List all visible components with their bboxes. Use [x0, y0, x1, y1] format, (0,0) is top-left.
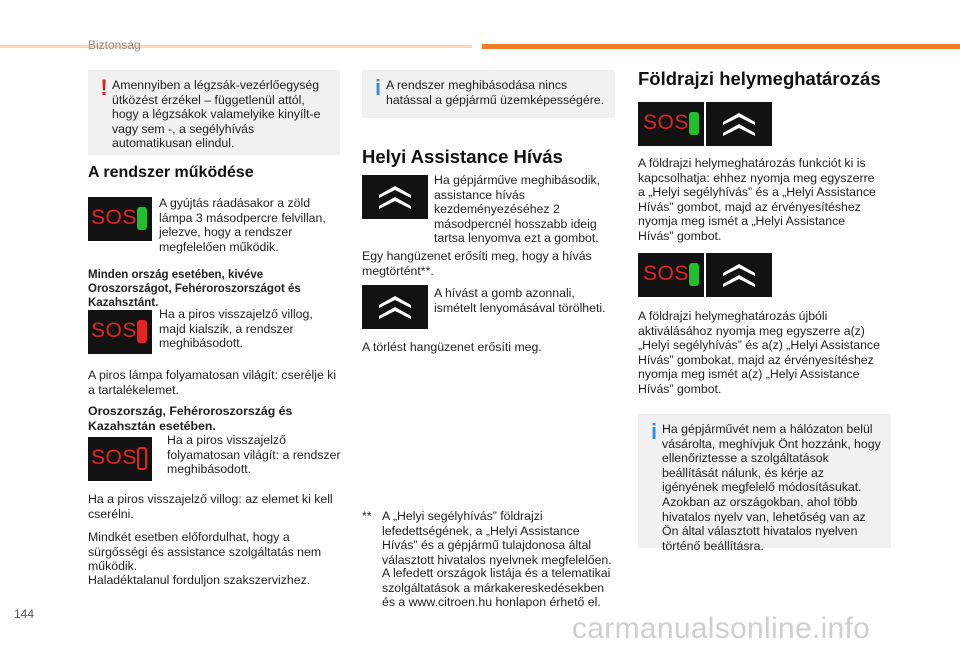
citroen-chevron-icon: [375, 182, 415, 212]
airbag-note-box: [88, 70, 340, 155]
footnote-text: A „Helyi segélyhívás” földrajzi lefedettségének, a „Helyi Assistance Hívás” és a gépjármű tulajdonosa által választott hivatalos nyelvnek megfelelően.: [382, 509, 612, 567]
assistance-button-panel: [362, 175, 428, 219]
citroen-chevron-icon: [719, 260, 759, 290]
red-outline-lamp-icon: [137, 447, 147, 470]
geo-disable-panel: [638, 102, 772, 146]
info-icon: i: [650, 419, 658, 444]
sos-label: SOS: [91, 446, 137, 469]
footnote-text-2: A lefedett országok listája és a telematikai szolgáltatások a márkakereskedésekben és a www.citroen.hu honlapon érhető el.: [382, 566, 611, 610]
page-number: 144: [14, 607, 35, 621]
countries-heading: Minden ország esetében, kivéve Oroszországot, Fehéroroszországot és Kazahsztánt.: [88, 269, 301, 309]
sos-red-blink-panel: [88, 310, 152, 354]
sos-green-lamp-panel: [88, 197, 152, 241]
red-blink-text: Ha a piros visszajelző villog, majd kialszik, a rendszer meghibásodott.: [159, 307, 313, 351]
warning-icon: !: [100, 75, 108, 100]
network-note-box: [638, 414, 891, 553]
assistance-confirm-text: Egy hangüzenet erősíti meg, hogy a hívás megtörtént**.: [362, 249, 592, 278]
panel-divider: [704, 253, 706, 297]
citroen-chevron-icon: [719, 109, 759, 139]
airbag-note-text: Amennyiben a légzsák-vezérlőegység ütközést érzékel – függetlenül attól, hogy a légzsákok valamelyike kinyílt-e vagy sem -, a segélyhívás automatikusan elindul.: [112, 78, 321, 151]
russia-blink-text: Ha a piros visszajelző villog: az elemet ki kell cserélni.: [88, 492, 333, 521]
watermark-text: carmanualsonline.info: [572, 612, 871, 645]
info-icon: i: [374, 75, 382, 100]
header-accent-bar: [482, 44, 960, 49]
russia-heading: Oroszország, Fehéroroszország és Kazahsztán esetében.: [88, 404, 293, 433]
assistance-cancel-text: A hívást a gomb azonnali, ismételt lenyomásával törölheti.: [434, 286, 606, 315]
sos-label: SOS: [643, 262, 689, 285]
panel-divider: [704, 102, 706, 146]
sos-label: SOS: [91, 319, 137, 342]
russia-steady-text: Ha a piros visszajelző folyamatosan világít: a rendszer meghibásodott.: [167, 433, 341, 477]
sos-red-outline-panel: [88, 437, 152, 481]
network-note-text: Ha gépjárművét nem a hálózaton belül vásárolta, meghívjuk Önt hozzánk, hogy ellenőriztesse a szolgáltatások beállítását nálunk, és kérje az igényének megfelelő módosításukat. Azokban az országokban, ahol több hivatalos nyelv van, lehetőség van az Ön által választott hivatalos nyelven történő beállításra.: [662, 422, 881, 553]
assistance-press-text: Ha gépjárműve meghibásodik, assistance hívás kezdeményezéséhez 2 másodpercnél hosszabb ideig tartsa lenyomva ezt a gombot.: [434, 173, 601, 246]
footnote-marker: **: [362, 509, 372, 523]
assistance-cancel-panel: [362, 285, 428, 329]
cancel-confirm-text: A törlést hangüzenet erősíti meg.: [362, 340, 542, 354]
geolocation-heading: Földrajzi helymeghatározás: [638, 68, 881, 89]
red-lamp-icon: [137, 320, 147, 343]
system-operation-heading: A rendszer működése: [88, 164, 254, 181]
green-lamp-icon: [137, 207, 147, 230]
section-title: Biztonság: [88, 38, 141, 52]
geo-enable-text: A földrajzi helymeghatározás újbóli aktiválásához nyomja meg egyszerre a(z) „Helyi segélyhívás” és a(z) „Helyi Assistance Hívás” gombokat, majd az érvényesítéshez nyomja meg ismét a(z) „Helyi Assistance Hívás” gombot.: [638, 309, 880, 396]
green-lamp-icon: [689, 112, 699, 135]
citroen-chevron-icon: [375, 292, 415, 322]
final-text-2: Haladéktalanul forduljon szakszervizhez.: [88, 573, 311, 587]
assistance-call-heading: Helyi Assistance Hívás: [362, 146, 563, 167]
red-steady-text: A piros lámpa folyamatosan világít: cserélje ki a tartalékelemet.: [88, 368, 337, 397]
green-lamp-icon: [689, 263, 699, 286]
sos-label: SOS: [91, 206, 137, 229]
malfunction-note-text: A rendszer meghibásodása nincs hatással a gépjármű üzemképességére.: [386, 78, 605, 107]
header-rule: [0, 45, 472, 48]
green-lamp-text: A gyújtás ráadásakor a zöld lámpa 3 másodpercre felvillan, jelezve, hogy a rendszer megfelelően működik.: [159, 196, 326, 254]
geo-disable-text: A földrajzi helymeghatározás funkciót ki is kapcsolhatja: ehhez nyomja meg egyszerre a „Helyi segélyhívás” és a „Helyi Assistance Hívás” gombot, majd az érvényesítéshez nyomja meg ismét a „Helyi Assistance Hívás” gombot.: [638, 156, 876, 243]
malfunction-note-box: [362, 70, 615, 118]
geo-enable-panel: [638, 253, 772, 297]
final-text-1: Mindkét esetben előfordulhat, hogy a sürgősségi és assistance szolgáltatás nem működik.: [88, 530, 322, 574]
sos-label: SOS: [643, 111, 689, 134]
